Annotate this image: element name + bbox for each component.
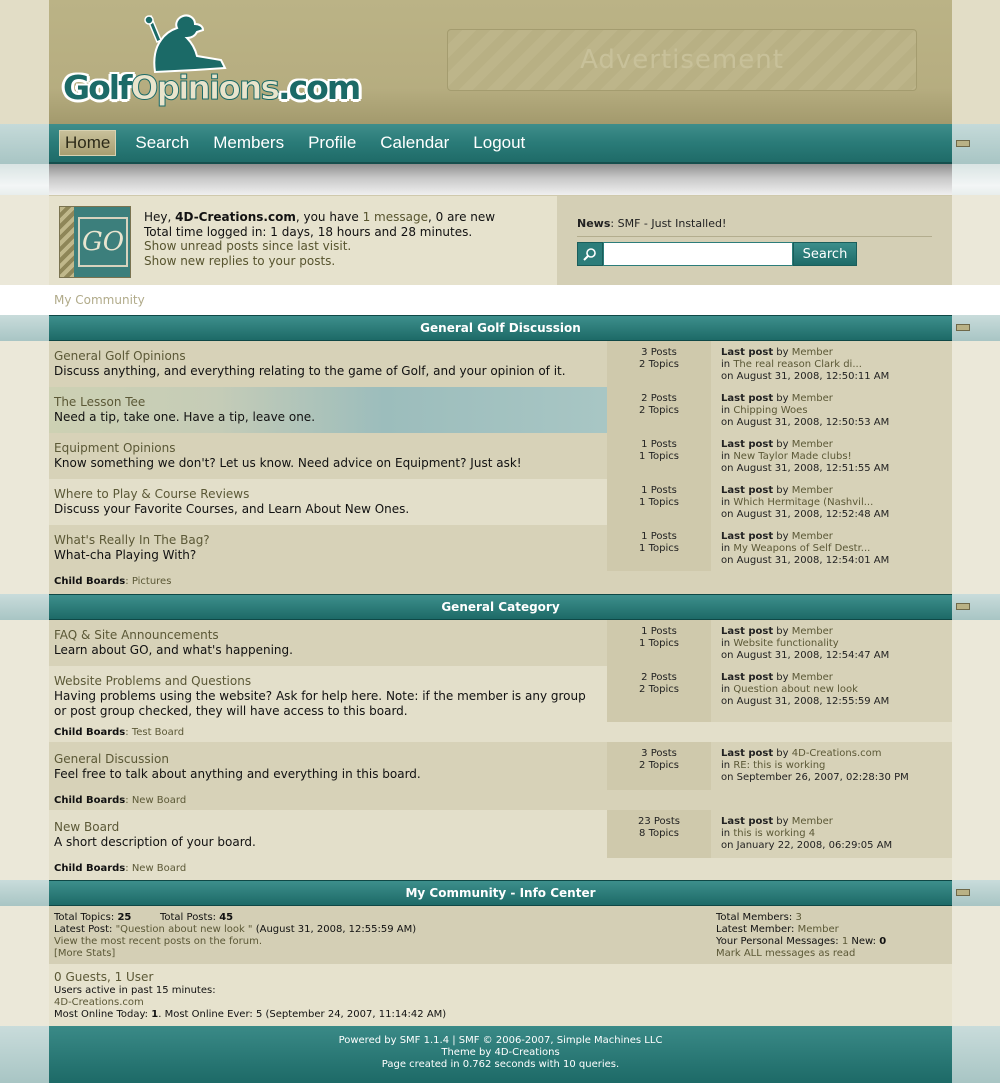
board-stats: 1 Posts 1 Topics: [607, 433, 711, 479]
collapse-category-icon[interactable]: [956, 603, 970, 610]
last-post-user-link[interactable]: Member: [791, 393, 833, 404]
time-logged-in: Total time logged in: 1 days, 18 hours and 28 minutes.: [144, 224, 473, 239]
board-description: Know something we don't? Let us know. Need advice on Equipment? Just ask!: [54, 456, 522, 470]
news-line: News: SMF - Just Installed!: [577, 217, 932, 237]
category-title[interactable]: General Category: [49, 594, 952, 620]
avatar[interactable]: [59, 206, 131, 278]
header: [0, 0, 1000, 124]
board-last-post: Last post by Member in Website functionality on August 31, 2008, 12:54:47 AM: [711, 620, 952, 666]
more-stats-link[interactable]: [More Stats]: [54, 948, 116, 959]
category-header: [0, 594, 1000, 620]
board-description: What-cha Playing With?: [54, 548, 197, 562]
child-board-link[interactable]: New Board: [131, 863, 187, 874]
board-last-post: Last post by Member in Chipping Woes on August 31, 2008, 12:50:53 AM: [711, 387, 952, 433]
last-post-user-link[interactable]: Member: [791, 816, 833, 827]
logo-wordmark: GolfOpinions.com: [63, 68, 360, 107]
nav-calendar[interactable]: Calendar: [380, 133, 450, 152]
board-stats: 2 Posts 2 Topics: [607, 387, 711, 433]
board-row: [0, 525, 1000, 571]
info-center-stats: Total Topics: 25 Total Posts: 45 Latest Post: "Question about new look " (August 31, 2008, 12:55:59 AM) View the most recent posts on the forum. [More Stats] Total Members: 3 Latest Member: Member Your Personal Messages: 1 New: 0 Mark ALL messages as read: [0, 906, 1000, 964]
collapse-info-icon[interactable]: [956, 889, 970, 896]
nav-members[interactable]: Members: [213, 133, 285, 152]
board-row: [0, 433, 1000, 479]
last-post-topic-link[interactable]: Website functionality: [733, 638, 839, 649]
board-description: Having problems using the website? Ask for help here. Note: if the member is any group or post group checked, they will have access to this board.: [54, 689, 586, 718]
last-post-topic-link[interactable]: Question about new look: [733, 684, 858, 695]
board-title[interactable]: General Golf Opinions: [54, 349, 186, 363]
board-stats: 2 Posts 2 Topics: [607, 666, 711, 722]
last-post-user-link[interactable]: Member: [791, 485, 833, 496]
board-stats: 1 Posts 1 Topics: [607, 620, 711, 666]
user-greeting: Hey, 4D-Creations.com, you have 1 message, 0 are new Total time logged in: 1 days, 18 hours and 28 minutes. Show unread posts since last visit. Show new replies to your posts.: [144, 210, 496, 268]
last-post-user-link[interactable]: Member: [791, 626, 833, 637]
board-row: [0, 666, 1000, 722]
board-row: [0, 341, 1000, 387]
board-title[interactable]: Where to Play & Course Reviews: [54, 487, 250, 501]
child-boards-row: Child Boards: New Board: [0, 858, 1000, 880]
board-title[interactable]: General Discussion: [54, 752, 169, 766]
advertisement-banner[interactable]: Advertisement: [447, 29, 917, 91]
nav-profile[interactable]: Profile: [308, 133, 357, 152]
username: 4D-Creations.com: [175, 210, 296, 224]
nav-logout[interactable]: Logout: [473, 133, 526, 152]
last-post-topic-link[interactable]: New Taylor Made clubs!: [733, 451, 852, 462]
header-divider: [49, 164, 952, 195]
last-post-topic-link[interactable]: this is working 4: [733, 828, 816, 839]
golfer-logo-icon: [125, 12, 235, 74]
latest-post-link[interactable]: "Question about new look ": [115, 924, 253, 935]
category-header: [0, 315, 1000, 341]
main-navigation: [0, 124, 1000, 164]
board-row: [0, 742, 1000, 790]
last-post-topic-link[interactable]: My Weapons of Self Destr...: [733, 543, 871, 554]
last-post-topic-link[interactable]: Which Hermitage (Nashvil...: [733, 497, 874, 508]
last-post-topic-link[interactable]: The real reason Clark di...: [733, 359, 862, 370]
search-form: [577, 242, 857, 266]
header-banner: [49, 0, 952, 124]
last-post-user-link[interactable]: 4D-Creations.com: [791, 748, 882, 759]
board-title[interactable]: Website Problems and Questions: [54, 674, 252, 688]
board-title[interactable]: FAQ & Site Announcements: [54, 628, 219, 642]
online-user-link[interactable]: 4D-Creations.com: [54, 997, 144, 1008]
board-stats: 1 Posts 1 Topics: [607, 525, 711, 571]
board-row: [0, 387, 1000, 433]
board-last-post: Last post by Member in Which Hermitage (Nashvil... on August 31, 2008, 12:52:48 AM: [711, 479, 952, 525]
last-post-user-link[interactable]: Member: [791, 531, 833, 542]
last-post-user-link[interactable]: Member: [791, 439, 833, 450]
board-stats: 3 Posts 2 Topics: [607, 341, 711, 387]
board-title[interactable]: Equipment Opinions: [54, 441, 176, 455]
board-title[interactable]: The Lesson Tee: [54, 395, 146, 409]
last-post-user-link[interactable]: Member: [791, 672, 833, 683]
child-board-link[interactable]: New Board: [131, 795, 187, 806]
board-description: Feel free to talk about anything and everything in this board.: [54, 767, 421, 781]
board-title[interactable]: What's Really In The Bag?: [54, 533, 210, 547]
child-boards-row: Child Boards: Pictures: [0, 571, 1000, 594]
users-online: 0 Guests, 1 User Users active in past 15 minutes: 4D-Creations.com Most Online Today: 1. Most Online Ever: 5 (September 24, 2007, 11:14:42 AM): [0, 964, 1000, 1026]
child-boards-row: Child Boards: Test Board: [0, 722, 1000, 742]
latest-member-link[interactable]: Member: [797, 924, 839, 935]
child-boards-row: Child Boards: New Board: [0, 790, 1000, 810]
last-post-topic-link[interactable]: RE: this is working: [733, 760, 826, 771]
category-title[interactable]: General Golf Discussion: [49, 315, 952, 341]
magnifier-icon: [577, 242, 603, 266]
board-description: Discuss anything, and everything relating to the game of Golf, and your opinion of it.: [54, 364, 566, 378]
footer: [0, 1026, 1000, 1083]
board-stats: 1 Posts 1 Topics: [607, 479, 711, 525]
nav-home[interactable]: Home: [59, 130, 116, 156]
board-title[interactable]: New Board: [54, 820, 120, 834]
search-input[interactable]: [603, 242, 793, 266]
board-last-post: Last post by Member in The real reason Clark di... on August 31, 2008, 12:50:11 AM: [711, 341, 952, 387]
board-stats: 23 Posts 8 Topics: [607, 810, 711, 858]
child-board-link[interactable]: Pictures: [131, 576, 172, 587]
last-post-user-link[interactable]: Member: [791, 347, 833, 358]
board-last-post: Last post by Member in Question about new look on August 31, 2008, 12:55:59 AM: [711, 666, 952, 722]
board-last-post: Last post by Member in New Taylor Made clubs! on August 31, 2008, 12:51:55 AM: [711, 433, 952, 479]
mark-read-link[interactable]: Mark ALL messages as read: [716, 948, 856, 959]
collapse-header-icon[interactable]: [956, 140, 970, 147]
messages-link[interactable]: 1 message: [362, 210, 428, 224]
info-center-header: [0, 880, 1000, 906]
board-row: [0, 479, 1000, 525]
board-description: Discuss your Favorite Courses, and Learn About New Ones.: [54, 502, 410, 516]
pm-count-link[interactable]: 1: [841, 936, 849, 947]
board-last-post: Last post by 4D-Creations.com in RE: this is working on September 26, 2007, 02:28:30 PM: [711, 742, 952, 790]
board-description: Learn about GO, and what's happening.: [54, 643, 293, 657]
board-row: [0, 810, 1000, 858]
breadcrumb[interactable]: My Community: [54, 293, 145, 307]
child-board-link[interactable]: Test Board: [131, 727, 185, 738]
info-center-title[interactable]: My Community - Info Center: [49, 880, 952, 906]
footer-page-time: Page created in 0.762 seconds with 10 queries.: [381, 1059, 620, 1070]
unread-posts-link[interactable]: Show unread posts since last visit.: [144, 239, 352, 253]
collapse-category-icon[interactable]: [956, 324, 970, 331]
search-button[interactable]: Search: [793, 242, 857, 266]
online-count: 0 Guests, 1 User: [54, 970, 154, 984]
recent-posts-link[interactable]: View the most recent posts on the forum.: [54, 936, 263, 947]
last-post-topic-link[interactable]: Chipping Woes: [733, 405, 808, 416]
board-last-post: Last post by Member in this is working 4 on January 22, 2008, 06:29:05 AM: [711, 810, 952, 858]
new-replies-link[interactable]: Show new replies to your posts.: [144, 253, 336, 268]
footer-theme-credit[interactable]: Theme by 4D-Creations: [441, 1047, 560, 1058]
board-description: Need a tip, take one. Have a tip, leave one.: [54, 410, 316, 424]
board-row: [0, 620, 1000, 666]
nav-search[interactable]: Search: [135, 133, 190, 152]
site-logo[interactable]: [63, 12, 360, 112]
total-members-link[interactable]: 3: [795, 912, 802, 923]
footer-powered-by[interactable]: Powered by SMF 1.1.4 | SMF © 2006-2007, Simple Machines LLC: [338, 1035, 663, 1046]
board-description: A short description of your board.: [54, 835, 256, 849]
avatar-monogram: GO: [78, 217, 128, 267]
board-stats: 3 Posts 2 Topics: [607, 742, 711, 790]
board-last-post: Last post by Member in My Weapons of Self Destr... on August 31, 2008, 12:54:01 AM: [711, 525, 952, 571]
user-info-bar: [0, 195, 1000, 285]
